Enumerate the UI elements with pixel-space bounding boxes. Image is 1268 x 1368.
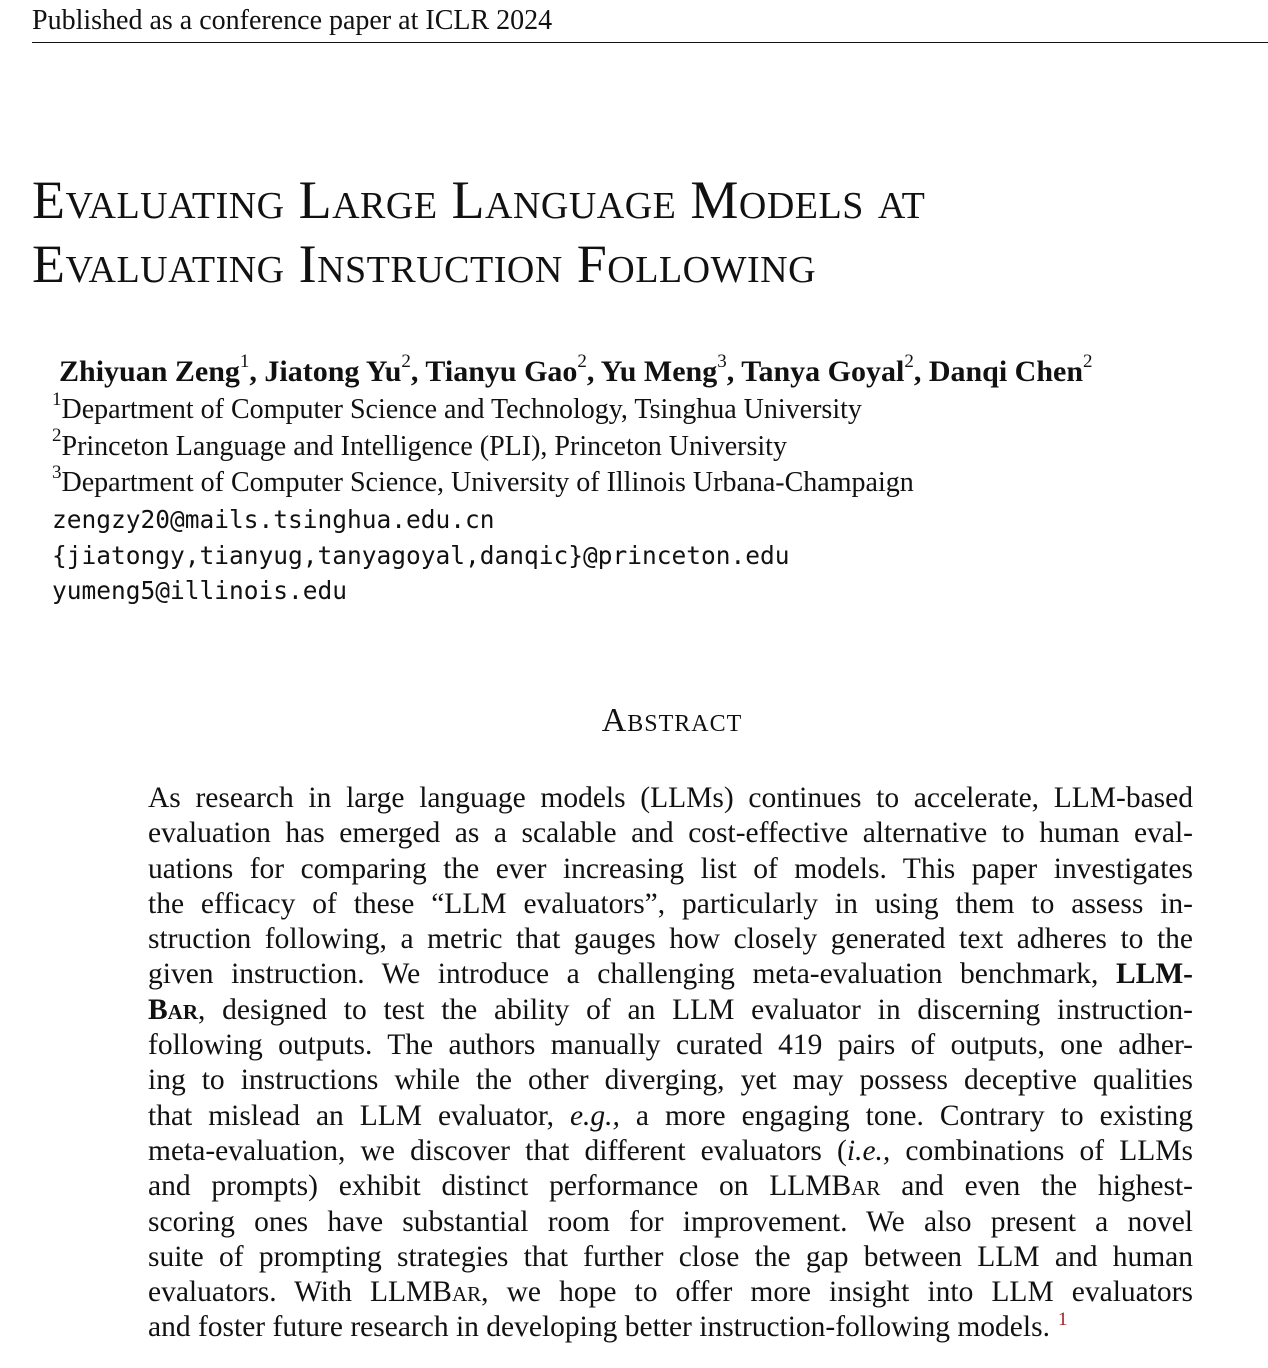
abstract-text: given instruction. We introduce a challenging meta-evaluation benchmark, xyxy=(148,958,1116,991)
abstract-smallcaps: Bar xyxy=(831,1170,881,1203)
abstract-line xyxy=(148,957,1193,992)
abstract-text: uations for comparing the ever increasing list of models. This paper investigates xyxy=(148,852,1193,885)
abstract-text: a more engaging tone. Contrary to existing xyxy=(619,1099,1194,1132)
header-rule xyxy=(32,42,1268,43)
abstract-text: suite of prompting strategies that further close the gap between LLM and human xyxy=(148,1240,1193,1273)
affiliation-text: Princeton Language and Intelligence (PLI), Princeton University xyxy=(61,430,787,462)
affiliation-list xyxy=(52,388,914,502)
author-name: Danqi Chen xyxy=(928,355,1084,388)
abstract-italic: e.g., xyxy=(569,1099,620,1132)
title-line-1: Evaluating Large Language Models at xyxy=(32,170,926,230)
abstract-line xyxy=(148,1240,1193,1275)
abstract-text: and foster future research in developing better instruction-following models. xyxy=(148,1311,1050,1344)
author-separator: , xyxy=(249,355,265,388)
abstract-line xyxy=(148,1169,1193,1204)
abstract-body xyxy=(148,781,1193,1349)
abstract-emphasis-bold-smallcaps: Bar xyxy=(148,993,199,1026)
affiliation-text: Department of Computer Science, University of Illinois Urbana-Champaign xyxy=(61,467,914,498)
abstract-text: struction following, a metric that gauges how closely generated text adheres to the xyxy=(148,923,1193,956)
abstract-line xyxy=(148,1134,1193,1169)
abstract-heading: Abstract xyxy=(601,702,743,739)
affiliation-line xyxy=(52,388,914,429)
affiliation-number: 1 xyxy=(52,388,62,410)
abstract-text: meta-evaluation, we discover that different evaluators ( xyxy=(148,1134,847,1167)
affiliation-text: Department of Computer Science and Technology, Tsinghua University xyxy=(61,394,862,425)
author-separator: , xyxy=(586,355,601,388)
author-affiliation-mark: 2 xyxy=(577,351,587,372)
abstract-text: As research in large language models (LLMs) continues to accelerate, LLM-based xyxy=(148,782,1193,814)
author-separator: , xyxy=(726,355,742,388)
abstract-line xyxy=(148,852,1193,887)
author-name: Tianyu Gao xyxy=(425,355,578,388)
affiliation-number: 2 xyxy=(52,425,62,447)
affiliation-number: 3 xyxy=(52,461,62,483)
abstract-smallcaps: Bar xyxy=(432,1276,482,1309)
abstract-text: and even the highest- xyxy=(880,1170,1193,1203)
abstract-text: scoring ones have substantial room for improvement. We also present a novel xyxy=(148,1205,1193,1238)
abstract-line xyxy=(148,1310,1193,1348)
author-affiliation-mark: 2 xyxy=(904,351,914,372)
email-address: {jiatongy,tianyug,tanyagoyal,danqic}@princeton.edu xyxy=(52,540,790,570)
abstract-text: , designed to test the ability of an LLM evaluator in discerning instruction- xyxy=(198,993,1193,1026)
abstract-italic: i.e., xyxy=(846,1134,891,1167)
affiliation-line xyxy=(52,425,914,466)
author-separator: , xyxy=(410,355,426,388)
abstract-line xyxy=(148,922,1193,957)
author-list xyxy=(59,352,1093,392)
abstract-line xyxy=(148,993,1193,1028)
abstract-text: evaluators. With LLM xyxy=(148,1276,433,1309)
email-address: zengzy20@mails.tsinghua.edu.cn xyxy=(52,505,495,534)
abstract-line xyxy=(148,1099,1193,1134)
author-affiliation-mark: 1 xyxy=(239,351,250,372)
running-header: Published as a conference paper at ICLR 2024 xyxy=(32,5,553,36)
abstract-line xyxy=(148,1275,1193,1310)
abstract-line xyxy=(148,887,1193,922)
author-separator: , xyxy=(913,355,929,388)
footnote-marker: 1 xyxy=(1057,1309,1068,1331)
abstract-text: evaluation has emerged as a scalable and cost-effective alternative to human eval- xyxy=(148,817,1193,850)
abstract-line xyxy=(148,816,1193,851)
author-name: Yu Meng xyxy=(600,355,718,388)
affiliation-line xyxy=(52,461,914,502)
abstract-text: ing to instructions while the other diverging, yet may possess deceptive qualities xyxy=(148,1064,1193,1097)
abstract-text: combinations of LLMs xyxy=(890,1134,1193,1167)
author-name: Tanya Goyal xyxy=(741,355,905,388)
abstract-line xyxy=(148,1063,1193,1098)
author-affiliation-mark: 3 xyxy=(717,351,727,372)
abstract-text: , we hope to offer more insight into LLM evaluators xyxy=(481,1276,1193,1309)
title-line-2: Evaluating Instruction Following xyxy=(32,234,817,294)
author-affiliation-mark: 2 xyxy=(1083,351,1093,372)
author-name: Jiatong Yu xyxy=(264,355,402,388)
abstract-emphasis-bold: LLM- xyxy=(1115,958,1193,991)
author-name: Zhiyuan Zeng xyxy=(59,355,240,388)
abstract-line xyxy=(148,1028,1193,1063)
abstract-text: and prompts) exhibit distinct performance on LLM xyxy=(148,1170,832,1203)
author-affiliation-mark: 2 xyxy=(401,351,411,372)
email-address: yumeng5@illinois.edu xyxy=(52,576,348,605)
abstract-text: the efficacy of these “LLM evaluators”, particularly in using them to assess in- xyxy=(148,887,1193,920)
abstract-text: that mislead an LLM evaluator, xyxy=(148,1099,570,1132)
abstract-line xyxy=(148,781,1193,816)
abstract-line xyxy=(148,1205,1193,1240)
email-list xyxy=(52,502,790,609)
paper-title xyxy=(32,168,925,296)
abstract-text: following outputs. The authors manually curated 419 pairs of outputs, one adher- xyxy=(148,1029,1193,1062)
